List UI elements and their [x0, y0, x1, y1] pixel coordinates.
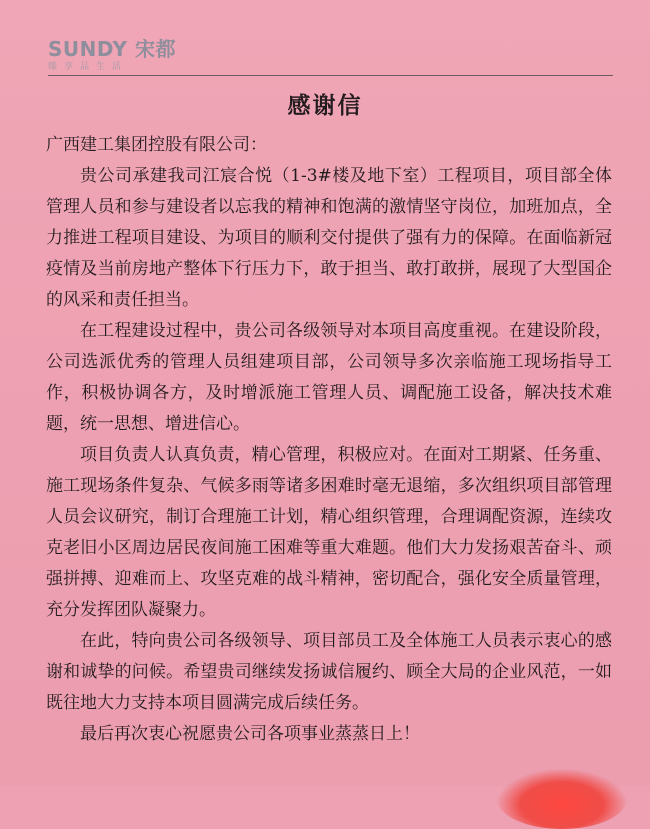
red-seal-stamp — [497, 769, 627, 829]
company-logo — [48, 38, 198, 72]
logo-brand: SUNDY 宋都 — [48, 37, 176, 61]
paragraph-1: 贵公司承建我司江宸合悦（1-3#楼及地下室）工程项目，项目部全体管理人员和参与建设者以忘我的精神和饱满的激情坚守岗位，加班加点，全力推进工程项目建设、为项目的顺利交付提供了强有力的保障。在面临新冠疫情及当前房地产整体下行压力下，敢于担当、敢打敢拼，展现了大型国企的风采和责任担当。 — [46, 166, 612, 310]
letter-body — [46, 161, 612, 750]
salutation: 广西建工集团控股有限公司： — [46, 135, 267, 155]
paragraph-4: 在此，特向贵公司各级领导、项目部员工及全体施工人员表示衷心的感谢和诚挚的问候。希望贵司继续发扬诚信履约、顾全大局的企业风范，一如既往地大力支持本项目圆满完成后续任务。 — [46, 631, 612, 713]
logo-tagline: 臻享品生活 — [48, 62, 129, 72]
letter-title: 感谢信 — [287, 92, 363, 119]
paragraph-5: 最后再次衷心祝愿贵公司各项事业蒸蒸日上！ — [80, 724, 420, 744]
paragraph-2: 在工程建设过程中，贵公司各级领导对本项目高度重视。在建设阶段，公司选派优秀的管理人员组建项目部，公司领导多次亲临施工现场指导工作，积极协调各方，及时增派施工管理人员、调配施工设备，解决技术难题，统一思想、增进信心。 — [46, 321, 612, 434]
header-divider — [48, 75, 613, 76]
paragraph-3: 项目负责人认真负责，精心管理，积极应对。在面对工期紧、任务重、施工现场条件复杂、气候多雨等诸多困难时毫无退缩，多次组织项目部管理人员会议研究，制订合理施工计划，精心组织管理，合理调配资源，连续攻克老旧小区周边居民夜间施工困难等重大难题。他们大力发扬艰苦奋斗、顽强拼搏、迎难而上、攻坚克难的战斗精神，密切配合，强化安全质量管理，充分发挥团队凝聚力。 — [46, 445, 612, 620]
